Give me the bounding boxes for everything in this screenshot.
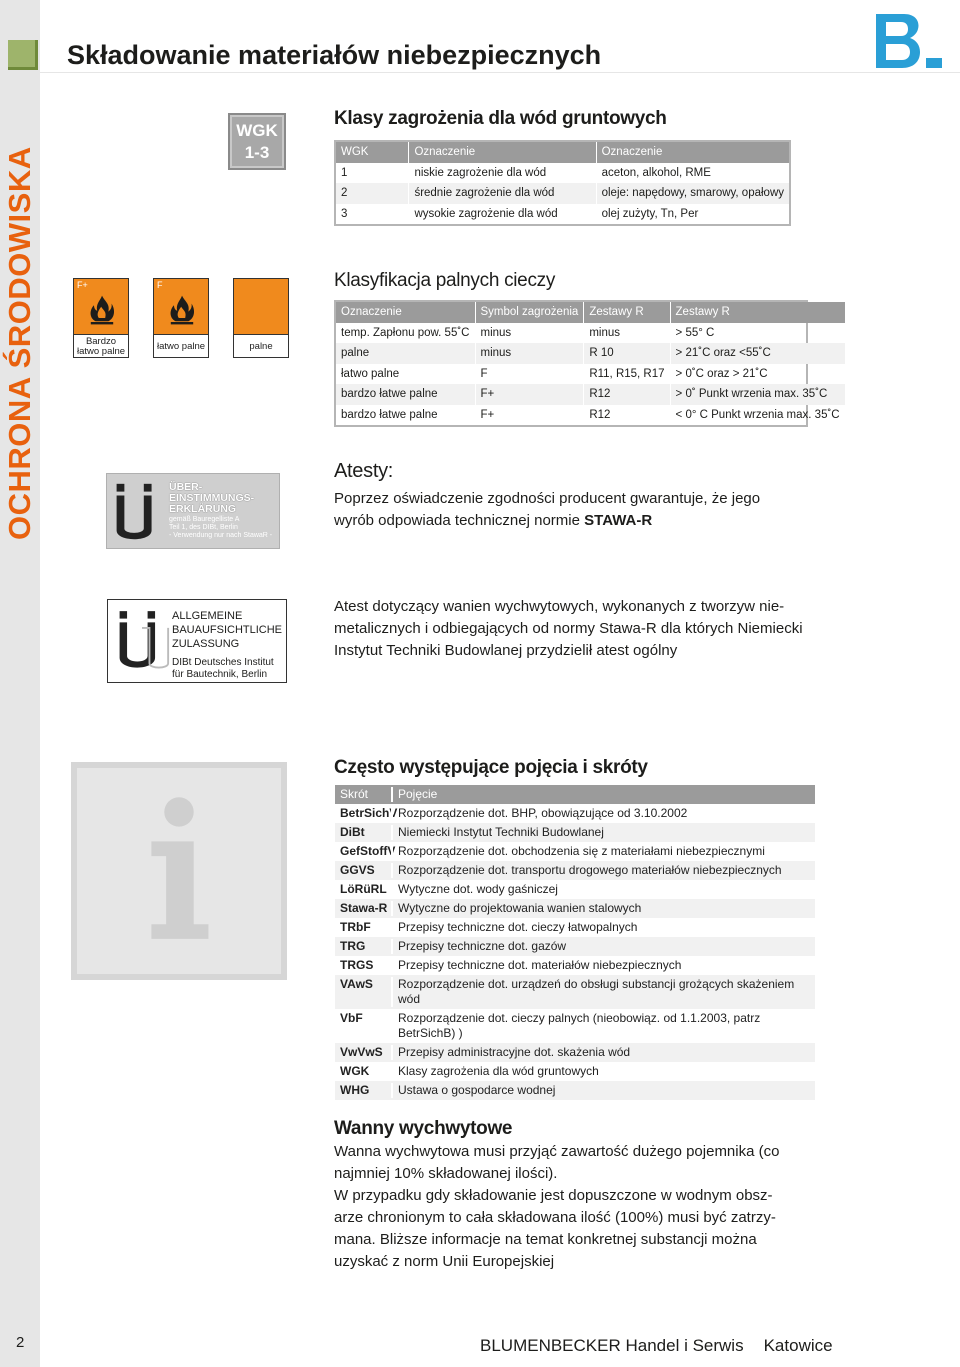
abbr-value: Przepisy techniczne dot. materiałów niebezpiecznych xyxy=(391,958,815,973)
blumenbecker-logo xyxy=(874,12,944,70)
table-cell: > 0˚ Punkt wrzenia max. 35˚C xyxy=(670,384,845,405)
table-cell: minus xyxy=(584,323,670,344)
table-row xyxy=(335,1081,815,1100)
abbr-value: Rozporządzenie dot. urządzeń do obsługi substancji grożących skażeniem wód xyxy=(391,977,815,1007)
table-header-cell: WGK xyxy=(336,142,409,163)
table-cell: wysokie zagrożenie dla wód xyxy=(409,204,596,225)
table-row xyxy=(335,1009,815,1043)
table-row xyxy=(335,937,815,956)
table-cell: 3 xyxy=(341,207,348,220)
table-cell: R12 xyxy=(584,405,670,426)
table-cell: F xyxy=(475,364,584,385)
table-header-cell: Oznaczenie xyxy=(596,142,789,163)
table-row xyxy=(335,880,815,899)
wgk-badge xyxy=(228,113,286,170)
badge-line: DIBt Deutsches Institut xyxy=(172,657,274,668)
flame-icon xyxy=(166,291,198,329)
table-row xyxy=(335,861,815,880)
flammable-table xyxy=(336,302,845,425)
table-cell: średnie zagrożenie dla wód xyxy=(409,183,596,204)
hazard-tag: F+ xyxy=(77,280,88,290)
table-row xyxy=(335,1062,815,1081)
table-row xyxy=(335,1043,815,1062)
abbr-value: Wytyczne do projektowania wanien stalowych xyxy=(391,901,815,916)
wgk-badge-line2: 1-3 xyxy=(244,143,270,162)
hazard-label: łatwo palne xyxy=(156,341,206,352)
table-cell: bardzo łatwe palne xyxy=(341,408,438,421)
flame-icon xyxy=(86,291,118,329)
abbr-key: Stawa-R xyxy=(340,901,388,915)
table-row xyxy=(335,842,815,861)
table-cell: F+ xyxy=(475,405,584,426)
table-row xyxy=(336,163,789,184)
abbr-section-title: Często występujące pojęcia i skróty xyxy=(334,757,648,778)
abbr-value: Wytyczne dot. wody gaśniczej xyxy=(391,882,815,897)
zulassung-badge xyxy=(107,599,287,683)
table-cell: palne xyxy=(336,343,475,364)
page-title: Składowanie materiałów niebezpiecznych xyxy=(67,40,602,70)
table-row xyxy=(335,804,815,823)
table-header-row xyxy=(335,785,815,804)
table-row xyxy=(336,343,845,364)
table-header-cell: Zestawy R xyxy=(584,302,670,323)
abbr-key: TRGS xyxy=(340,958,374,972)
abbr-key: BetrSichV xyxy=(340,806,398,820)
table-cell: R12 xyxy=(584,384,670,405)
table-cell: łatwo palne xyxy=(341,367,400,380)
abbr-value: Przepisy administracyjne dot. skażenia wód xyxy=(391,1045,815,1060)
wgk-section-title: Klasy zagrożenia dla wód gruntowych xyxy=(334,108,667,129)
wanny-section-title: Wanny wychwytowe xyxy=(334,1118,513,1139)
abbr-value: Niemiecki Instytut Techniki Budowlanej xyxy=(391,825,815,840)
u-umlaut-icon xyxy=(114,604,170,678)
header-divider xyxy=(40,72,960,73)
table-cell: niskie zagrożenie dla wód xyxy=(409,163,596,184)
table-cell: bardzo łatwe palne xyxy=(336,384,475,405)
atesty-norm: STAWA-R xyxy=(584,512,653,529)
table-header-cell: Symbol zagrożenia xyxy=(475,302,584,323)
title-bullet xyxy=(8,40,38,70)
abbr-key: TRbF xyxy=(340,920,371,934)
atesty-text xyxy=(334,488,804,532)
table-row xyxy=(335,899,815,918)
table-header-cell: Pojęcie xyxy=(391,787,815,802)
table-row xyxy=(336,323,845,344)
atesty-title: Atesty: xyxy=(334,460,394,482)
badge-line: für Bautechnik, Berlin xyxy=(172,669,268,680)
table-row xyxy=(336,364,845,385)
table-cell: oleje: napędowy, smarowy, opałowy xyxy=(596,183,789,204)
table-row xyxy=(336,204,789,225)
table-row xyxy=(335,956,815,975)
abbr-key: WHG xyxy=(340,1083,370,1097)
info-box xyxy=(71,762,287,980)
table-cell: < 0° C Punkt wrzenia max. 35˚C xyxy=(670,405,845,426)
abbr-value: Ustawa o gospodarce wodnej xyxy=(391,1083,815,1098)
footer-company: BLUMENBECKER Handel i Serwis xyxy=(480,1336,744,1355)
table-cell: minus xyxy=(475,343,584,364)
wanny-paragraph-2: W przypadku gdy składowanie jest dopuszczone w wodnym obsz-arze chronionym to cała składowana ilość (100%) musi być zatrzy-mana. Bliższe informacje na temat konkretnej substancji można uzyskać z norm Unii Europejskiej xyxy=(334,1187,776,1270)
table-header-cell: Oznaczenie xyxy=(409,142,596,163)
table-row xyxy=(336,183,789,204)
page-number: 2 xyxy=(16,1334,25,1351)
table-cell: F+ xyxy=(475,384,584,405)
sidebar-label: OCHRONA ŚRODOWISKA xyxy=(2,146,37,540)
hazard-label: Bardzo łatwo palne xyxy=(76,336,126,357)
table-cell: olej zużyty, Tn, Per xyxy=(596,204,789,225)
abbr-key: VbF xyxy=(340,1011,363,1025)
hazard-tag: F xyxy=(157,280,163,290)
hazard-symbol-f-plus xyxy=(73,278,129,358)
hazard-symbol-f xyxy=(153,278,209,358)
table-row xyxy=(335,823,815,842)
badge-line: ZULASSUNG xyxy=(172,638,240,650)
footer-city: Katowice xyxy=(763,1336,833,1355)
table-row xyxy=(335,918,815,937)
abbr-value: Rozporządzenie dot. obchodzenia się z materiałami niebezpiecznymi xyxy=(391,844,815,859)
badge-line: BAUAUFSICHTLICHE xyxy=(172,624,283,636)
table-header-cell: Zestawy R xyxy=(670,302,845,323)
table-header-cell: Oznaczenie xyxy=(336,302,475,323)
wanny-paragraph-1: Wanna wychwytowa musi przyjąć zawartość dużego pojemnika (co najmniej 10% składowanej ilości). xyxy=(334,1143,780,1182)
wgk-table xyxy=(336,142,789,224)
table-header-cell: Skrót xyxy=(340,787,369,801)
table-row xyxy=(335,975,815,1009)
table-cell: 1 xyxy=(341,166,348,179)
badge-line: - Verwendung nur nach StawaR - xyxy=(169,532,273,539)
abbr-key: TRG xyxy=(340,939,366,953)
abbr-key: GGVS xyxy=(340,863,375,877)
abbr-value: Przepisy techniczne dot. gazów xyxy=(391,939,815,954)
table-row xyxy=(336,384,845,405)
table-header-row xyxy=(336,142,789,163)
table-cell: > 21˚C oraz <55˚C xyxy=(670,343,845,364)
abbr-value: Przepisy techniczne dot. cieczy łatwopalnych xyxy=(391,920,815,935)
sidebar xyxy=(0,0,40,1367)
table-cell: R11, R15, R17 xyxy=(584,364,670,385)
flammable-section-title: Klasyfikacja palnych cieczy xyxy=(334,270,556,291)
badge-line: ERKLÄRUNG xyxy=(169,503,237,515)
ueberstimmung-badge xyxy=(106,473,280,549)
atest-paragraph: Atest dotyczący wanien wychwytowych, wykonanych z tworzyw nie-metalicznych i odbiegających od normy Stawa-R dla których Niemiecki Instytut Techniki Budowlanej przydzielił atest ogólny xyxy=(334,598,803,659)
info-icon xyxy=(133,790,225,948)
abbr-key: LöRüRL xyxy=(340,882,387,896)
abbr-table xyxy=(335,785,815,1100)
abbr-value: Klasy zagrożenia dla wód gruntowych xyxy=(391,1064,815,1079)
badge-line: EINSTIMMUNGS- xyxy=(169,492,255,504)
hazard-symbol-palne xyxy=(233,278,289,358)
abbr-key: VAwS xyxy=(340,977,373,991)
wgk-badge-line1: WGK xyxy=(236,121,278,140)
abbr-value: Rozporządzenie dot. BHP, obowiązujące od 3.10.2002 xyxy=(391,806,815,821)
atesty-text-main: Poprzez oświadczenie zgodności producent gwarantuje, że jego wyrób odpowiada technicznej normie xyxy=(334,490,761,529)
footer xyxy=(480,1336,833,1356)
badge-line: Teil 1, des DIBt, Berlin xyxy=(169,524,238,531)
hazard-label: palne xyxy=(249,341,273,352)
table-cell: 2 xyxy=(336,183,409,204)
table-cell: > 0˚C oraz > 21˚C xyxy=(670,364,845,385)
table-cell: > 55° C xyxy=(670,323,845,344)
u-umlaut-icon xyxy=(112,478,162,546)
abbr-key: DiBt xyxy=(340,825,365,839)
abbr-key: VwVwS xyxy=(340,1045,383,1059)
table-row xyxy=(336,405,845,426)
table-cell: R 10 xyxy=(584,343,670,364)
table-header-row xyxy=(336,302,845,323)
abbr-key: GefStoffV xyxy=(340,844,396,858)
table-cell: aceton, alkohol, RME xyxy=(596,163,789,184)
table-cell: minus xyxy=(475,323,584,344)
badge-line: ALLGEMEINE xyxy=(172,610,243,622)
table-cell: temp. Zapłonu pow. 55˚C xyxy=(341,326,470,339)
badge-line: ÜBER- xyxy=(169,481,203,493)
abbr-key: WGK xyxy=(340,1064,370,1078)
abbr-value: Rozporządzenie dot. cieczy palnych (nieobowiąz. od 1.1.2003, patrz BetrSichB) ) xyxy=(391,1011,815,1041)
badge-line: gemäß Bauregelliste A xyxy=(169,516,240,523)
abbr-value: Rozporządzenie dot. transportu drogowego materiałów niebezpiecznych xyxy=(391,863,815,878)
